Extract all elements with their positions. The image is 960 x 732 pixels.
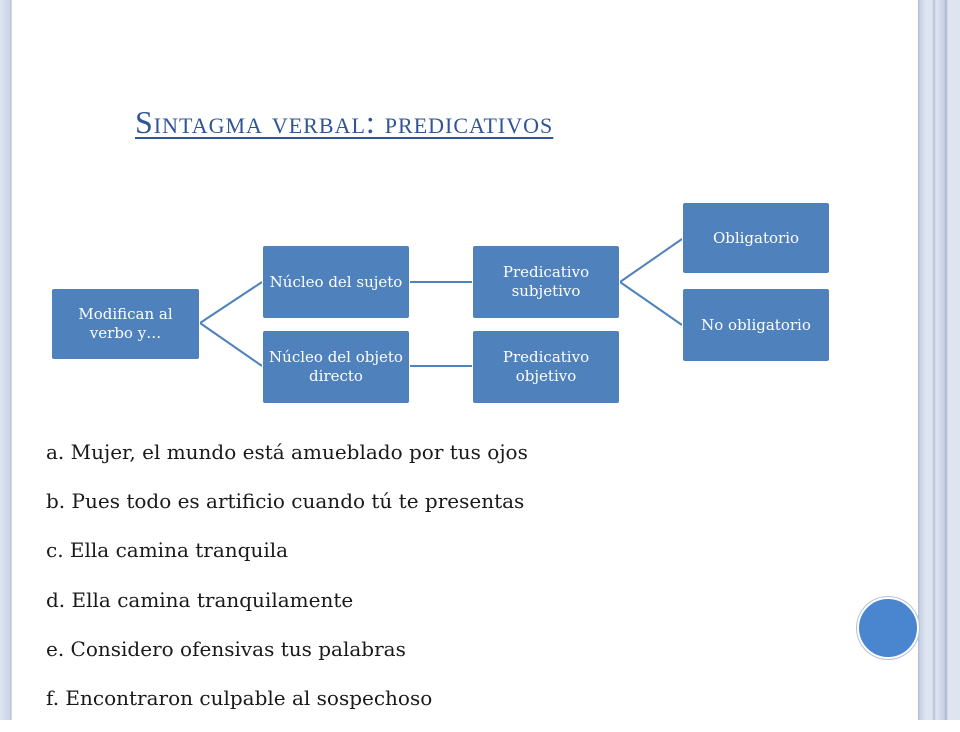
connector-predsubj-notmandatory	[620, 282, 682, 325]
example-item: c. Ella camina tranquila	[46, 538, 289, 563]
node-mandatory: Obligatorio	[682, 202, 830, 274]
example-item: b. Pues todo es artificio cuando tú te presentas	[46, 489, 525, 514]
connector-root-object	[200, 323, 262, 366]
example-item: f. Encontraron culpable al sospechoso	[46, 685, 433, 710]
examples-list	[46, 437, 528, 732]
connector-root-subject	[200, 282, 262, 323]
slide-title: Sintagma verbal: predicativos	[135, 104, 554, 140]
decorative-circle	[857, 597, 919, 659]
node-predicative-subjective: Predicativo subjetivo	[472, 245, 620, 319]
node-nucleus-subject: Núcleo del sujeto	[262, 245, 410, 319]
node-nucleus-object: Núcleo del objeto directo	[262, 330, 410, 404]
node-not-mandatory: No obligatorio	[682, 288, 830, 362]
node-predicative-objective: Predicativo objetivo	[472, 330, 620, 404]
node-root: Modifican al verbo y…	[51, 288, 200, 360]
example-item: d. Ella camina tranquilamente	[46, 587, 354, 612]
example-item: a. Mujer, el mundo está amueblado por tus ojos	[46, 440, 528, 464]
example-item: e. Considero ofensivas tus palabras	[46, 636, 406, 661]
connector-predsubj-mandatory	[620, 239, 682, 282]
